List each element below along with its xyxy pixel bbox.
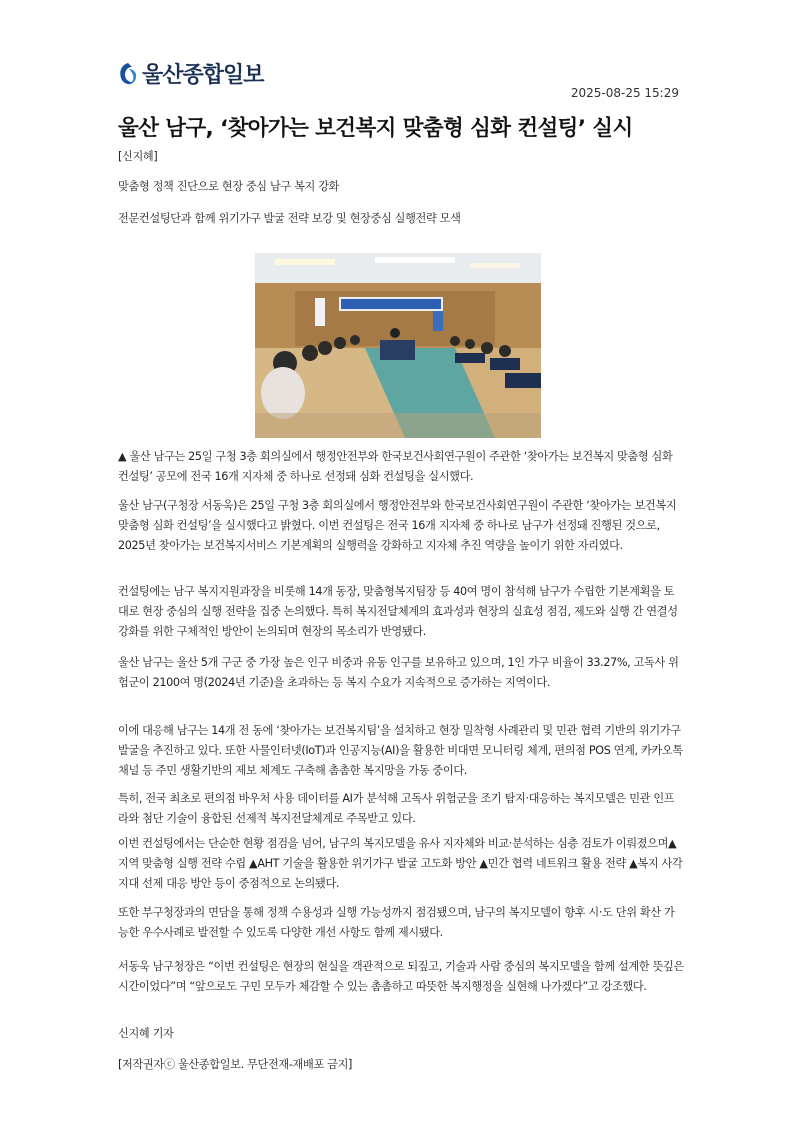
article-datetime: 2025-08-25 15:29: [570, 86, 679, 100]
article-paragraph: 또한 부구청장과의 면담을 통해 정책 수용성과 실행 가능성까지 점검됐으며, 남구의 복지모델이 향후 시·도 단위 확산 가능한 우수사례로 발전할 수 있도록 다양한 개선 사항도 함께 제시됐다.: [118, 906, 675, 939]
photo-caption: ▲ 울산 남구는 25일 구청 3층 회의실에서 행정안전부와 한국보건사회연구원이 주관한 ‘찾아가는 보건복지 맞춤형 심화 컨설팅’ 공모에 전국 16개 지자체 중 하나로 선정돼 심화 컨설팅을 실시했다.: [118, 450, 673, 483]
article-photo: [255, 253, 541, 438]
article-paragraph: 컨설팅에는 남구 복지지원과장을 비롯해 14개 동장, 맞춤형복지팀장 등 40여 명이 참석해 남구가 수립한 기본계획을 토대로 현장 중심의 실행 전략을 집중 논의했다. 특히 복지전달체계의 효과성과 현장의 실효성 점검, 제도와 실행 간 연결성 강화를 위한 구체적인 방안이 논의되며 현장의 목소리가 반영됐다.: [118, 585, 678, 638]
reporter-name: 신지혜 기자: [118, 1027, 174, 1040]
byline: [신지혜]: [118, 150, 158, 163]
article-paragraph: 울산 남구는 울산 5개 구군 중 가장 높은 인구 비중과 유동 인구를 보유하고 있으며, 1인 가구 비율이 33.27%, 고독사 위험군이 2100여 명(2024년 기준)을 초과하는 등 복지 수요가 지속적으로 증가하는 지역이다.: [118, 656, 679, 689]
article-subtitle-2: 전문컨설팅단과 함께 위기가구 발굴 전략 보강 및 현장중심 실행전략 모색: [118, 212, 461, 225]
masthead-name: 울산종합일보: [142, 63, 264, 88]
meeting-room-photo: [255, 253, 541, 438]
swirl-logo-icon: [118, 61, 138, 87]
article-paragraph: 서동욱 남구청장은 “이번 컨설팅은 현장의 현실을 객관적으로 되짚고, 기술과 사람 중심의 복지모델을 함께 설계한 뜻깊은 시간이었다”며 “앞으로도 구민 모두가 체감할 수 있는 촘촘하고 따뜻한 복지행정을 실현해 나가겠다”고 강조했다.: [118, 960, 684, 993]
article-paragraph: 울산 남구(구청장 서동욱)은 25일 구청 3층 회의실에서 행정안전부와 한국보건사회연구원이 주관한 ‘찾아가는 보건복지 맞춤형 심화 컨설팅’을 실시했다고 밝혔다. 이번 컨설팅은 전국 16개 지자체 중 하나로 남구가 선정돼 진행된 것으로, 2025년 찾아가는 보건복지서비스 기본계획의 실행력을 강화하고 지자체 추진 역량을 높이기 위한 자리였다.: [118, 499, 677, 552]
article-paragraph: 이번 컨설팅에서는 단순한 현황 점검을 넘어, 남구의 복지모델을 유사 지자체와 비교·분석하는 심층 검토가 이뤄졌으며▲지역 맞춤형 실행 전략 수립 ▲AHT 기술을 활용한 위기가구 발굴 고도화 방안 ▲민간 협력 네트워크 활용 전략 ▲복지 사각지대 선제 대응 방안 등이 중점적으로 논의됐다.: [118, 837, 683, 890]
copyright-notice: [저작권자ⓒ 울산종합일보. 무단전재-재배포 금지]: [118, 1058, 353, 1071]
masthead-logo[interactable]: [118, 58, 264, 89]
article-subtitle-1: 맞춤형 정책 진단으로 현장 중심 남구 복지 강화: [118, 180, 340, 193]
article-paragraph: 특히, 전국 최초로 편의점 바우처 사용 데이터를 AI가 분석해 고독사 위험군을 조기 탐지·대응하는 복지모델은 민관 인프라와 첨단 기술이 융합된 선제적 복지전달체계로 주목받고 있다.: [118, 792, 675, 825]
article-paragraph: 이에 대응해 남구는 14개 전 동에 ‘찾아가는 보건복지팀’을 설치하고 현장 밀착형 사례관리 및 민관 협력 기반의 위기가구 발굴을 추진하고 있다. 또한 사물인터넷(IoT)과 인공지능(AI)을 활용한 비대면 모니터링 체계, 편의점 POS 연계, 카카오톡 채널 등 주민 생활기반의 제보 체계도 구축해 촘촘한 복지망을 가동 중이다.: [118, 724, 683, 777]
article-title: 울산 남구, ‘찾아가는 보건복지 맞춤형 심화 컨설팅’ 실시: [118, 116, 633, 141]
